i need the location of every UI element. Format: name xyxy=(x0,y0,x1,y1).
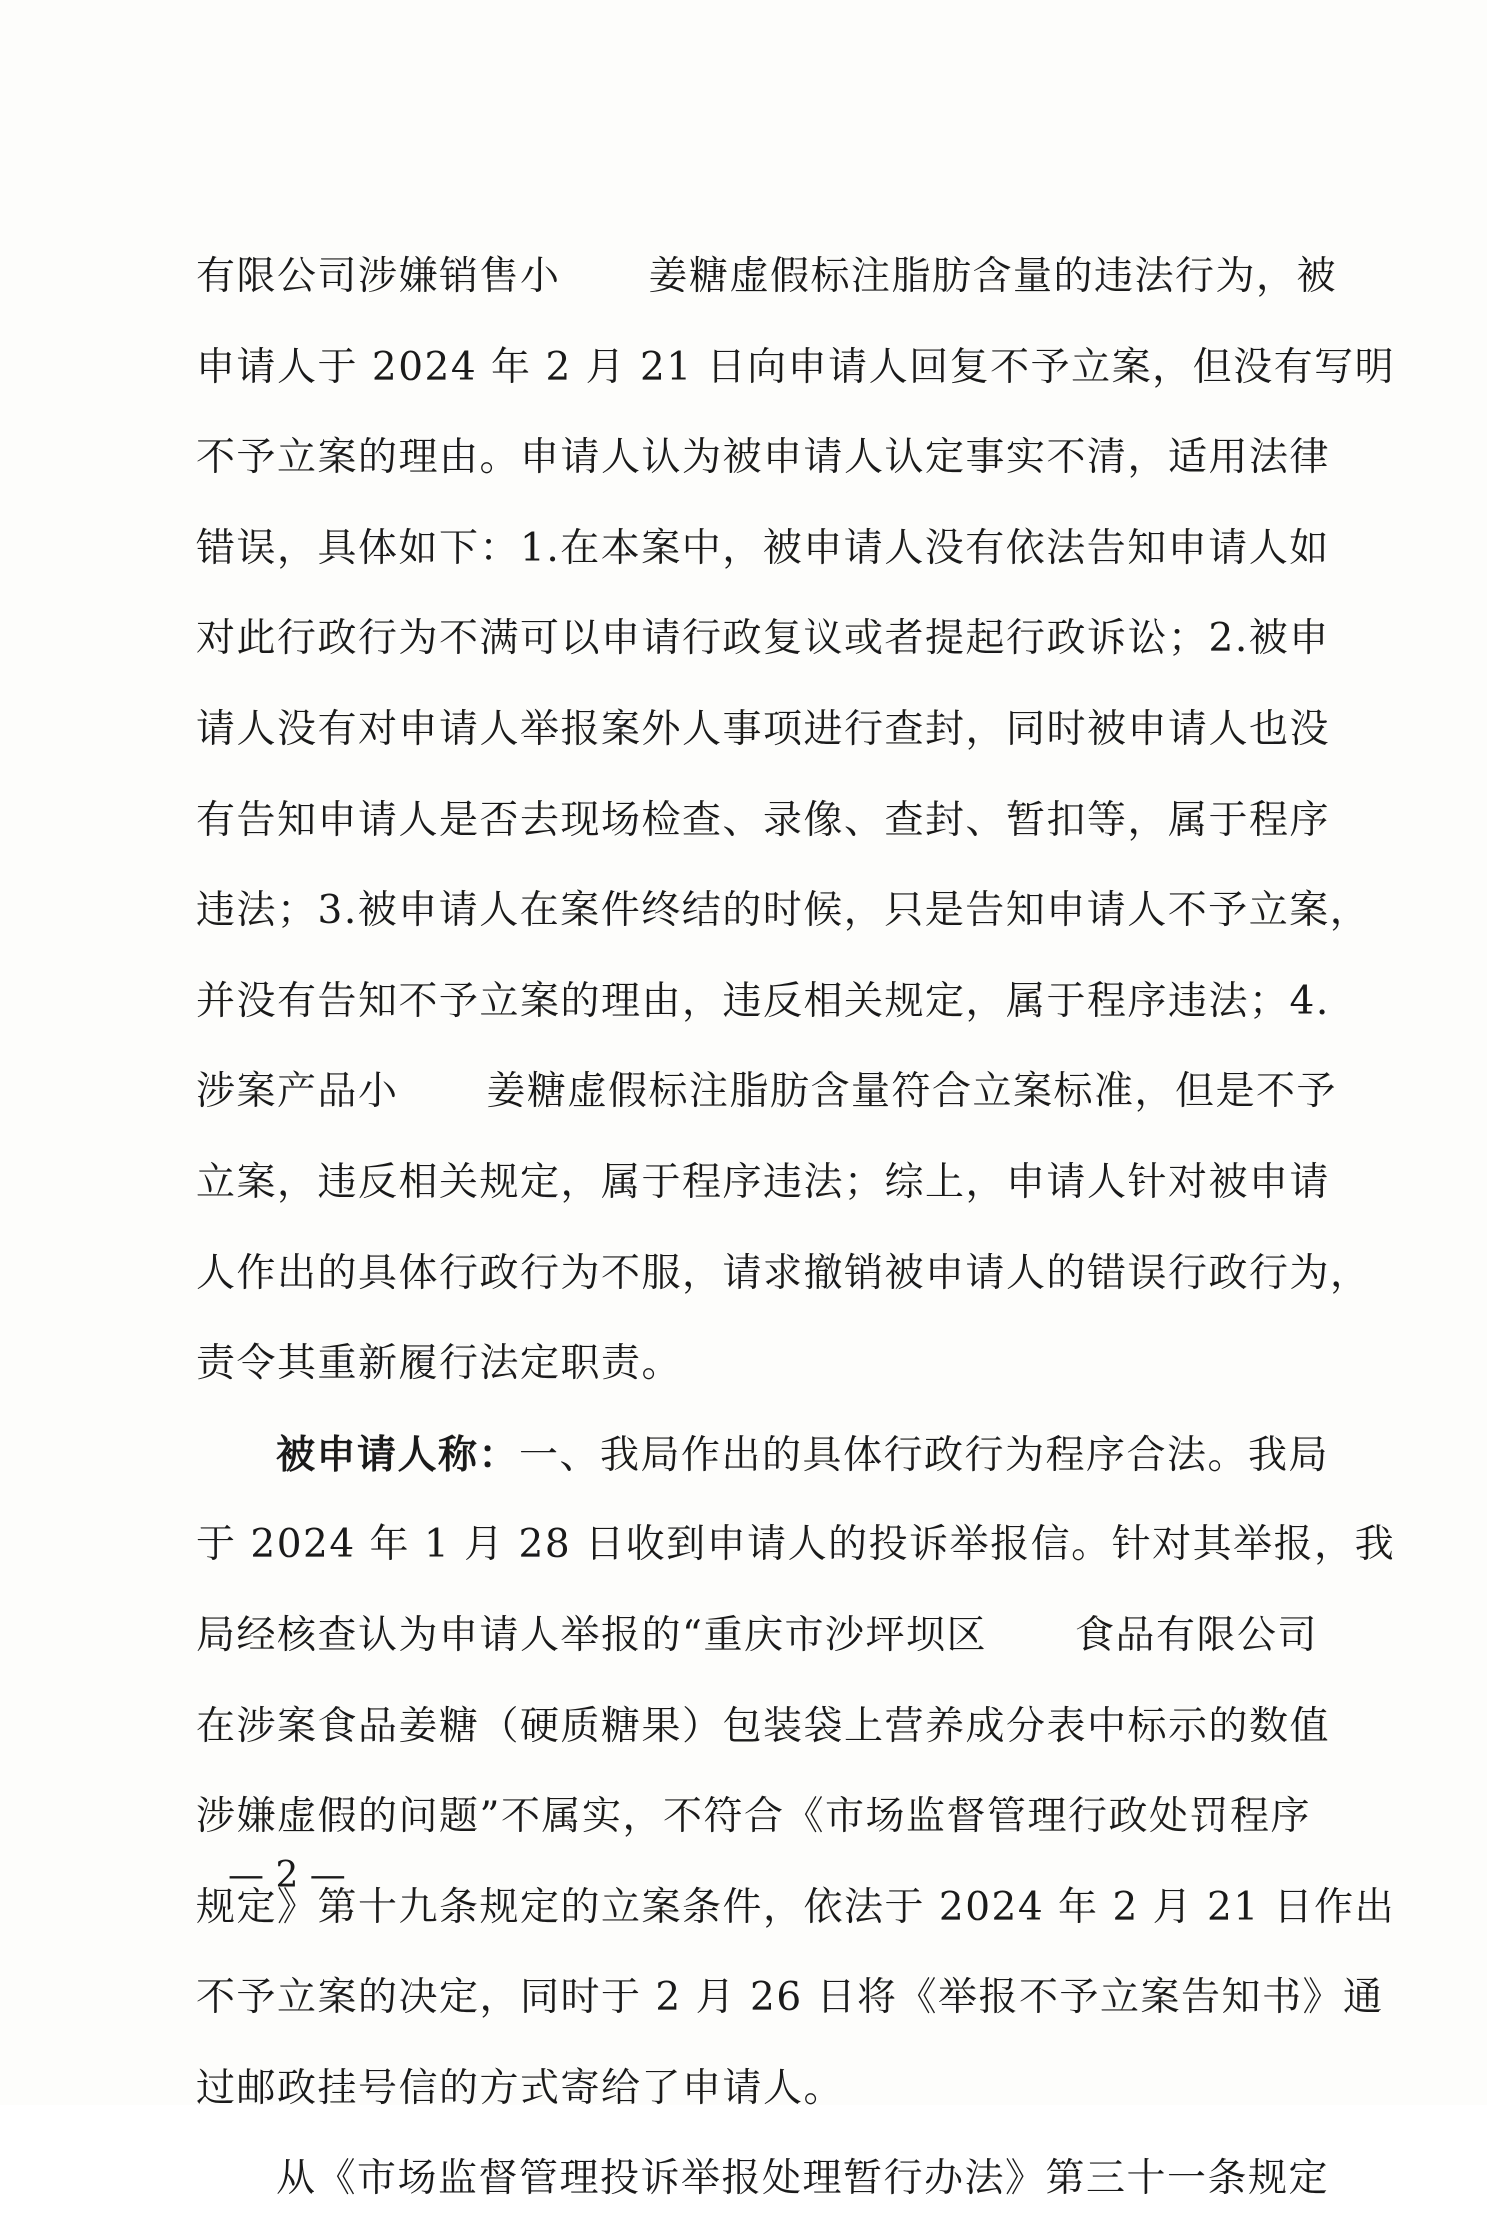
redaction-mark xyxy=(987,1619,1075,1657)
document-body xyxy=(196,232,1396,2225)
text-line: 人作出的具体行政行为不服，请求撤销被申请人的错误行政行为， xyxy=(196,1250,1371,1296)
text-line: 被申请人称：一、我局作出的具体行政行为程序合法。我局 xyxy=(276,1431,1330,1478)
text-line: 违法；3.被申请人在案件终结的时候，只是告知申请人不予立案， xyxy=(196,888,1371,934)
text-line: 在涉案食品姜糖（硬质糖果）包装袋上营养成分表中标示的数值 xyxy=(196,1703,1331,1749)
text-line: 有告知申请人是否去现场检查、录像、查封、暂扣等，属于程序 xyxy=(196,797,1331,843)
text-line: 局经核查认为申请人举报的“重庆市沙坪坝区 食品有限公司 xyxy=(196,1612,1318,1658)
text-line: 申请人于 2024 年 2 月 21 日向申请人回复不予立案，但没有写明 xyxy=(196,344,1396,390)
text-line: 从《市场监督管理投诉举报处理暂行办法》第三十一条规定 xyxy=(276,2156,1330,2202)
text-line: 对此行政行为不满可以申请行政复议或者提起行政诉讼；2.被申 xyxy=(196,616,1330,662)
page-number: — 2 — xyxy=(228,1855,346,1896)
text-line: 请人没有对申请人举报案外人事项进行查封，同时被申请人也没 xyxy=(196,706,1331,752)
respondent-heading: 被申请人称： xyxy=(276,1431,520,1478)
text-line: 责令其重新履行法定职责。 xyxy=(196,1341,683,1387)
text-line: 不予立案的决定，同时于 2 月 26 日将《举报不予立案告知书》通 xyxy=(196,1975,1384,2021)
redaction-mark xyxy=(561,260,649,298)
text-line: 过邮政挂号信的方式寄给了申请人。 xyxy=(196,2065,845,2111)
text-line: 不予立案的理由。申请人认为被申请人认定事实不清，适用法律 xyxy=(196,435,1331,481)
text-line: 涉案产品小 姜糖虚假标注脂肪含量符合立案标准，但是不予 xyxy=(196,1069,1338,1115)
text-line: 并没有告知不予立案的理由，违反相关规定，属于程序违法；4. xyxy=(196,978,1330,1024)
text-line: 有限公司涉嫌销售小 姜糖虚假标注脂肪含量的违法行为，被 xyxy=(196,254,1338,299)
redaction-mark xyxy=(399,1075,487,1113)
text-line: 于 2024 年 1 月 28 日收到申请人的投诉举报信。针对其举报，我 xyxy=(196,1522,1396,1568)
text-line: 规定》第十九条规定的立案条件，依法于 2024 年 2 月 21 日作出 xyxy=(196,1884,1396,1930)
text-line: 涉嫌虚假的问题”不属实，不符合《市场监督管理行政处罚程序 xyxy=(196,1794,1311,1840)
text-line: 立案，违反相关规定，属于程序违法；综上，申请人针对被申请 xyxy=(196,1159,1331,1205)
text-line: 错误，具体如下：1.在本案中，被申请人没有依法告知申请人如 xyxy=(196,525,1330,571)
